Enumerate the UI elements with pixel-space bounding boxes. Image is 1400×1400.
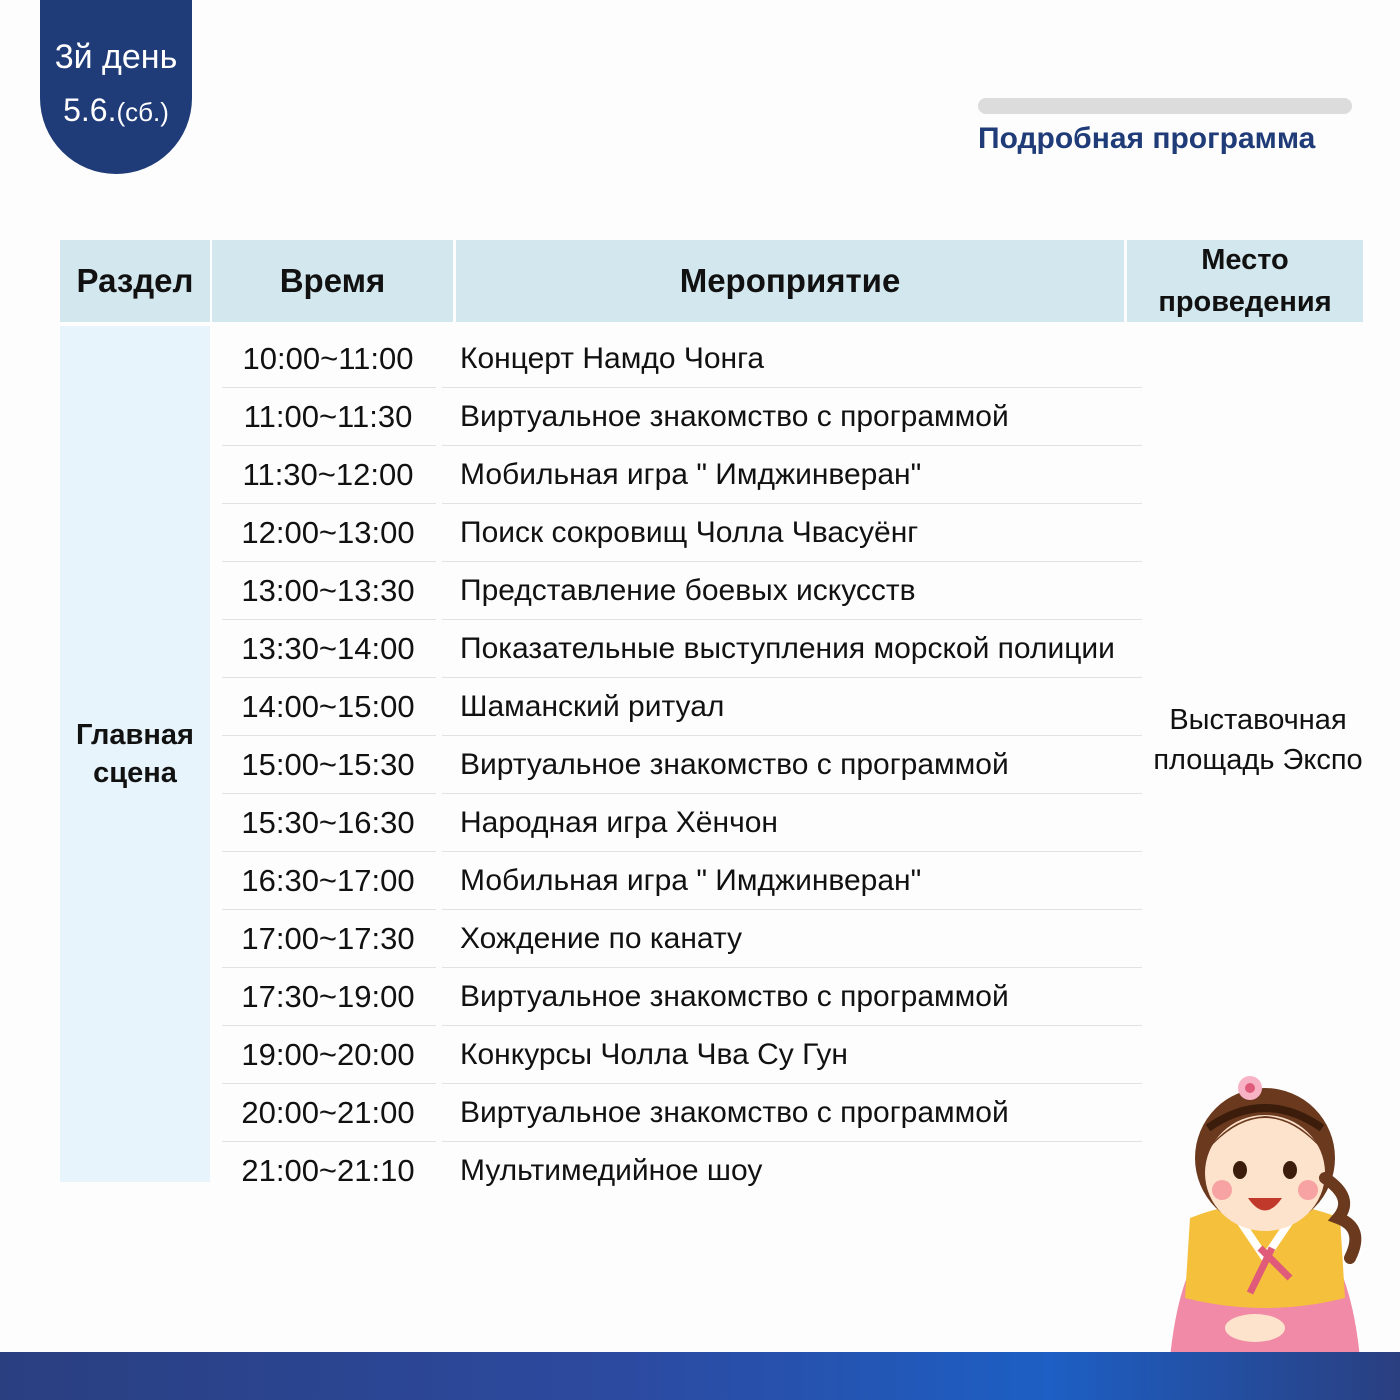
table-row — [0, 968, 1400, 1026]
table-row — [0, 852, 1400, 910]
row-event: Концерт Намдо Чонга — [460, 342, 765, 375]
row-event: Поиск сокровищ Чолла Чвасуёнг — [460, 516, 919, 549]
column-header-section: Раздел — [60, 240, 210, 322]
venue-header-line1: Место — [1201, 244, 1289, 276]
row-event: Шаманский ритуал — [460, 690, 725, 723]
row-time: 14:00~15:00 — [241, 689, 415, 724]
table-row — [0, 794, 1400, 852]
row-event: Конкурсы Чолла Чва Су Гун — [460, 1038, 848, 1071]
row-event: Представление боевых искусств — [460, 574, 916, 607]
row-time: 16:30~17:00 — [241, 863, 415, 898]
venue-cell — [1140, 700, 1376, 780]
venue-line1: Выставочная — [1169, 704, 1347, 736]
row-event: Хождение по канату — [460, 922, 743, 955]
section-line2: сцена — [93, 757, 177, 789]
row-event: Виртуальное знакомство с программой — [460, 748, 1009, 781]
row-event: Виртуальное знакомство с программой — [460, 1096, 1009, 1129]
footer-bar — [0, 1352, 1400, 1400]
row-time: 11:30~12:00 — [242, 457, 414, 492]
row-event: Народная игра Хёнчон — [460, 806, 778, 839]
date-value: 5.6. — [63, 92, 117, 128]
table-row — [0, 504, 1400, 562]
row-time: 13:30~14:00 — [241, 631, 415, 666]
column-header-time: Время — [212, 240, 453, 322]
row-time: 17:00~17:30 — [241, 921, 415, 956]
row-event: Виртуальное знакомство с программой — [460, 400, 1009, 433]
row-time: 19:00~20:00 — [241, 1037, 415, 1072]
row-time: 10:00~11:00 — [242, 341, 414, 376]
row-event: Показательные выступления морской полиции — [460, 632, 1115, 665]
row-time: 11:00~11:30 — [243, 399, 413, 434]
row-event: Мобильная игра " Имджинверан" — [460, 458, 922, 491]
row-time: 13:00~13:30 — [241, 573, 415, 608]
table-row — [0, 620, 1400, 678]
venue-line2: площадь Экспо — [1153, 744, 1363, 776]
table-row — [0, 330, 1400, 388]
row-time: 17:30~19:00 — [241, 979, 415, 1014]
table-row — [0, 388, 1400, 446]
row-time: 20:00~21:00 — [241, 1095, 415, 1130]
row-event: Мобильная игра " Имджинверан" — [460, 864, 922, 897]
section-line1: Главная — [76, 719, 194, 751]
column-header-event: Мероприятие — [456, 240, 1124, 322]
row-time: 15:00~15:30 — [241, 747, 415, 782]
table-row — [0, 562, 1400, 620]
day-badge — [40, 0, 192, 174]
column-header-venue — [1127, 240, 1363, 322]
row-time: 12:00~13:00 — [241, 515, 415, 550]
row-event: Виртуальное знакомство с программой — [460, 980, 1009, 1013]
row-time: 15:30~16:30 — [241, 805, 415, 840]
table-row — [0, 446, 1400, 504]
row-time: 21:00~21:10 — [241, 1153, 415, 1188]
row-event: Мультимедийное шоу — [460, 1154, 763, 1187]
day-title: 3й день — [54, 38, 178, 76]
weekday-value: (сб.) — [116, 97, 169, 127]
table-row — [0, 910, 1400, 968]
page-title: Подробная программа — [978, 122, 1316, 155]
venue-header-line2: проведения — [1158, 286, 1332, 318]
header-bar — [978, 98, 1352, 114]
day-date — [40, 92, 192, 129]
girl-mascot-illustration — [1160, 1058, 1370, 1358]
